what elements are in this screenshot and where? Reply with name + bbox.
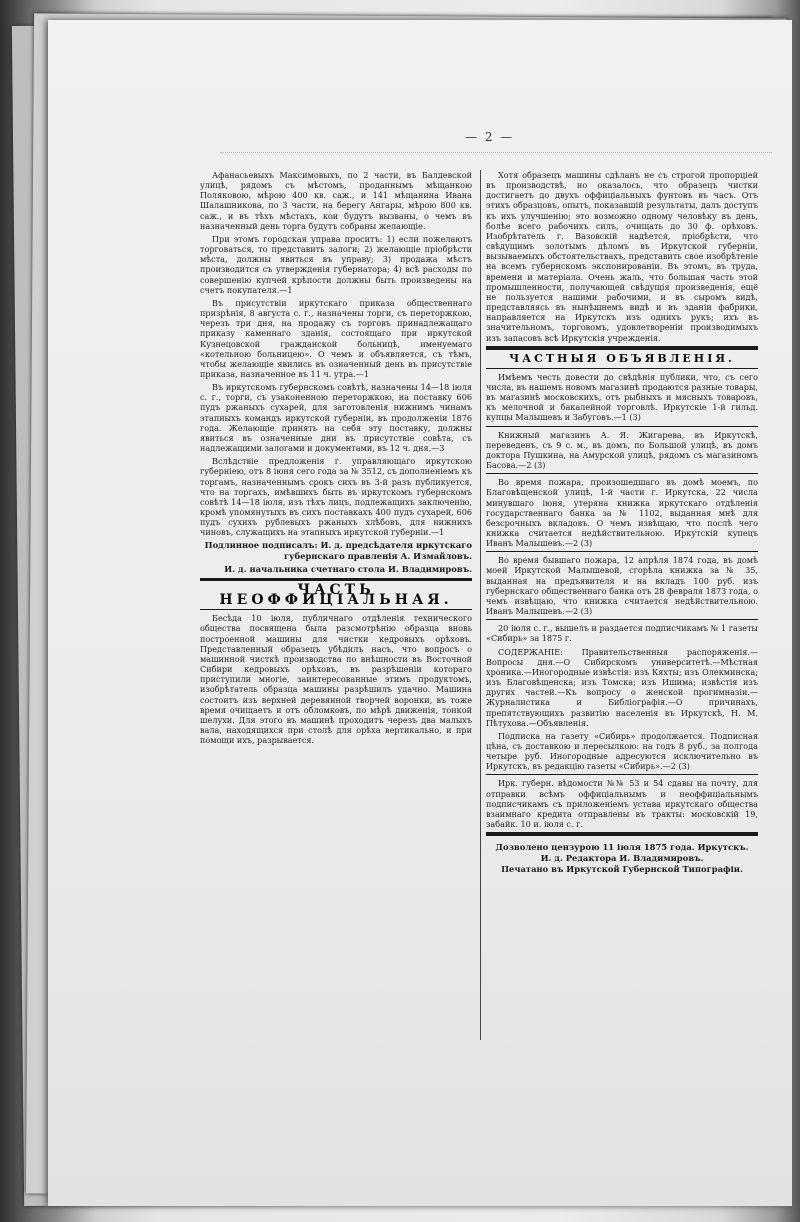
left-paragraph: Афанасьевыхъ Максимовыхъ, по 2 части, въ Балдевской улицѣ, рядомъ съ мѣстомъ, проданнымъ мѣщанкою Поляковою, мѣрою 400 кв. саж., и 141 мѣщанина Ивана Шалашникова, по 3 части, на берегу Ангары, мѣрою 800 кв. саж., и въ тѣхъ мѣстахъ, кои будутъ вызваны, о чемъ въ назначенный день торга будутъ собраны желающіе. (200, 170, 472, 231)
ad-separator (486, 774, 758, 775)
editor-line: И. д. Редактора И. Владимировъ. (540, 853, 704, 864)
advertisement: 20 іюля с. г., вышелъ и раздается подписчикамъ № 1 газеты «Сибирь» за 1875 г. (486, 623, 758, 644)
signature-line: Подлинное подписалъ: И. д. предсѣдателя иркутскаго губернскаго правленія А. Измайловъ. (204, 540, 472, 561)
advertisement: СОДЕРЖАНІЕ: Правительственныя распоряженія.—Вопросы дня.—О Сибирскомъ университетѣ.—Мѣстная хроника.—Иногородные извѣстія: изъ Кяхты; изъ Олекминска; изъ Благовѣщенска; изъ Томска; изъ Ишима; извѣстія изъ других частей.—Къ вопросу о женской прогимназіи.—Журналистика и Библіографія.—О причинахъ, препятствующихъ развитію населенія въ Иркутскѣ, Н. М. Пѣтухова.—Объявленія. (486, 646, 758, 728)
section-title-private-ads: ЧАСТНЫЯ ОБЪЯВЛЕНІЯ. (509, 351, 735, 365)
advertisement: Во время бывшаго пожара, 12 апрѣля 1874 года, въ домѣ моей Иркутской Малышевой, сгорѣла книжка за № 35, выданная на предъявителя и на вкладъ 100 руб. изъ губернскаго общественнаго банка отъ 28 февраля 1873 года, о чемъ извѣщаю, что книжка считается недѣйствительною. Иванъ Малышевъ.—2 (3) (486, 555, 758, 617)
left-column (200, 170, 472, 1040)
section-title-unofficial: ЧАСТЬ НЕОФФИЦІАЛЬНАЯ. (219, 581, 453, 609)
page-content (190, 130, 772, 1040)
section-rule (200, 578, 472, 581)
section-rule (200, 609, 472, 610)
ad-separator (486, 426, 758, 427)
left-paragraph: При этомъ городская управа проситъ: 1) если пожелаютъ торговаться, то представить залоги; 2) желающіе пріобрѣсти мѣста, должны явиться въ управу; 3) продажа мѣстъ производится съ утвержденія губернатора; 4) всѣ расходы по совершенію купчей крѣпости должны быть произведены на счетъ покупателя.—1 (200, 233, 472, 295)
right-paragraph: Хотя образецъ машины сдѣланъ не съ строгой пропорціей въ производствѣ, но оказалось, что образецъ чистки достигаетъ до двухъ оффиціальныхъ фунтовъ въ часъ. Отъ этихъ образцовъ, опытъ, показавшій результаты, далъ доступъ къ ихъ улучшенію; это возможно одному человѣку въ день, болѣе всего рабочихъ силъ, очищать до 30 ф. орѣховъ. Изобрѣтатель г. Вазовскій надѣется, пріобрѣсти, что свѣдущимъ золотымъ дѣломъ въ Иркутской губерніи, вызываемыхъ обстоятельствахъ, представить свое изобрѣтеніе на всемъ губернскомъ экспонированіи. Въ этомъ, въ труда, времени и матеріала. Очень жаль, что большая часть этой промышленности, получающей свѣдущія произведенія, ещё не пользуется нашими рабочими, и въ сыромъ видѣ, представляясь въ нынѣшнемъ видѣ и въ зданіи фабрики, направляется на Иркутскъ изъ однихъ рукъ; ихъ въ значительномъ, торговомъ, удовлетвореніи производимыхъ изъ запасовъ всѣ Иркутскія учрежденія. (486, 170, 758, 343)
footer-rule (486, 832, 758, 836)
advertisement: Во время пожара, произошедшаго въ домѣ моемъ, по Благовѣщенской улицѣ, 1-й части г. Иркутска, 22 числа минувшаго іюня, утеряна книжка иркутскаго отдѣленія государственнаго банка за № 1102, выданная мнѣ для безсрочныхъ вкладовъ. О чемъ извѣщаю, что послѣ чего книжка считается недѣйствительною. Иркутскій купецъ Иванъ Малышевъ.—2 (3) (486, 477, 758, 549)
advertisement: Книжный магазинъ А. Я. Жигарева, въ Иркутскѣ, переведенъ, съ 9 с. м., въ домъ, по Большой улицѣ, въ домъ доктора Пушкина, на Амурской улицѣ, рядомъ съ магазиномъ Басова.—2 (3) (486, 429, 758, 471)
column-divider (480, 170, 481, 1040)
section-rule (486, 368, 758, 369)
advertisement: Ирк. губерн. вѣдомости №№ 53 и 54 сдавы на почту, для отправки всѣмъ оффиціальнымъ и неоффиціальнымъ подписчикамъ съ приложеніемъ устава иркутскаго общества взаимнаго кредита отправлены въ тракты: московскій 19, забайк. 10 и. іюля с. г. (486, 778, 758, 830)
imprint (486, 842, 758, 875)
right-column (486, 170, 758, 1000)
advertisement: Подписка на газету «Сибирь» продолжается. Подписная цѣна, съ доставкою и пересылкою: на годъ 8 руб., за полгода четыре руб. Иногородные адресуются исключительно въ Иркутскъ, въ редакцію газеты «Сибирь».—2 (3) (486, 730, 758, 772)
censor-line: Дозволено цензурою 11 іюля 1875 года. Иркутскъ. (495, 842, 749, 853)
section-rule (486, 346, 758, 350)
ad-separator (486, 619, 758, 620)
page-number: — 2 — (465, 130, 515, 144)
ad-separator (486, 551, 758, 552)
left-paragraph: Въ иркутскомъ губернскомъ совѣтѣ, назначены 14—18 іюля с. г., торги, съ узаконенною переторжкою, на поставку 606 пудъ ржаныхъ сухарей, для заготовленія нижнимъ чинамъ этапныхъ командъ иркутской губерніи, въ продолженіи 1876 года. Желающіе принять на себя эту поставку, должны явиться въ означенные дни въ присутствіе совѣта, съ надлежащими залогами и документами, въ 12 ч. дня.—3 (200, 382, 472, 454)
bleed-through-line (220, 152, 772, 163)
advertisement: Имѣемъ честь довести до свѣдѣнія публики, что, съ сего числа, въ нашемъ новомъ магазинѣ продаются разные товары, въ магазинѣ московскихъ, отъ рыбныхъ и мясныхъ товаровъ, къ мелочной и бакалейной торговлѣ. Иркутскіе 1-й гильд. купцы Малышевъ и Забуговъ.—1 (3) (486, 371, 758, 423)
ad-separator (486, 473, 758, 474)
printer-line: Печатано въ Иркутской Губернской Типографіи. (501, 864, 743, 875)
left-paragraph: Вслѣдствіе предложенія г. управляющаго иркутскою губерніею, отъ 8 іюня сего года за № 3512, съ дополненіемъ къ торгамъ, назначеннымъ срокъ сихъ въ 3-й разъ публикуется, что на торгахъ, имѣвшихъ быть въ иркутскомъ губернскомъ совѣтѣ 14—18 іюля, изъ тѣхъ лицъ, подлежащихъ заключенію, кромѣ упомянутыхъ въ сихъ поставкахъ 400 пудъ сухарей, 606 пудъ сухихъ рублевыхъ ржаныхъ хлѣбовъ, для нижнихъ чиновъ, служащихъ на этапныхъ иркутской губерніи.—1 (200, 456, 472, 538)
left-paragraph: Въ присутствіи иркутскаго приказа общественнаго призрѣнія, 8 августа с. г., назначены торги, съ переторжкою, черезъ три дня, на продажу съ торговъ принадлежащаго приказу каменнаго зданія, состоящаго при иркутской Кузнецовской гражданской больницѣ, именуемаго «котельною больницею». О чемъ и объявляется, съ тѣмъ, чтобы желающіе явились въ означенный день въ присутствіе приказа, назначенное въ 11 ч. утра.—1 (200, 297, 472, 379)
left-paragraph: Бесѣда 10 іюля, публичнаго отдѣленія технического общества посвящена была разсмотрѣнію образца вновь построенной машины для чистки кедровыхъ орѣховъ. Представленный образецъ убѣдилъ насъ, что вопросъ о машинной чисткѣ производства по внѣшности въ Восточной Сибири кедровыхъ орѣховъ, въ разрѣшеніи котораго приступили многіе, заинтересованные этимъ продуктомъ, изобрѣтатель образца машины разрѣшилъ удачно. Машина состоитъ изъ верхней деревянной творчей воронки, въ тоже время очищаетъ и отъ обломковъ, по мѣрѣ движенія, тонкой шелухи. Для этого въ машинѣ проходитъ черезъ два малыхъ вала, находящихся при столѣ для орѣха вертикально, и при помощи ихъ, разрывается. (200, 613, 472, 746)
signature-line: И. д. начальника счетнаго стола И. Владимировъ. (224, 563, 472, 574)
